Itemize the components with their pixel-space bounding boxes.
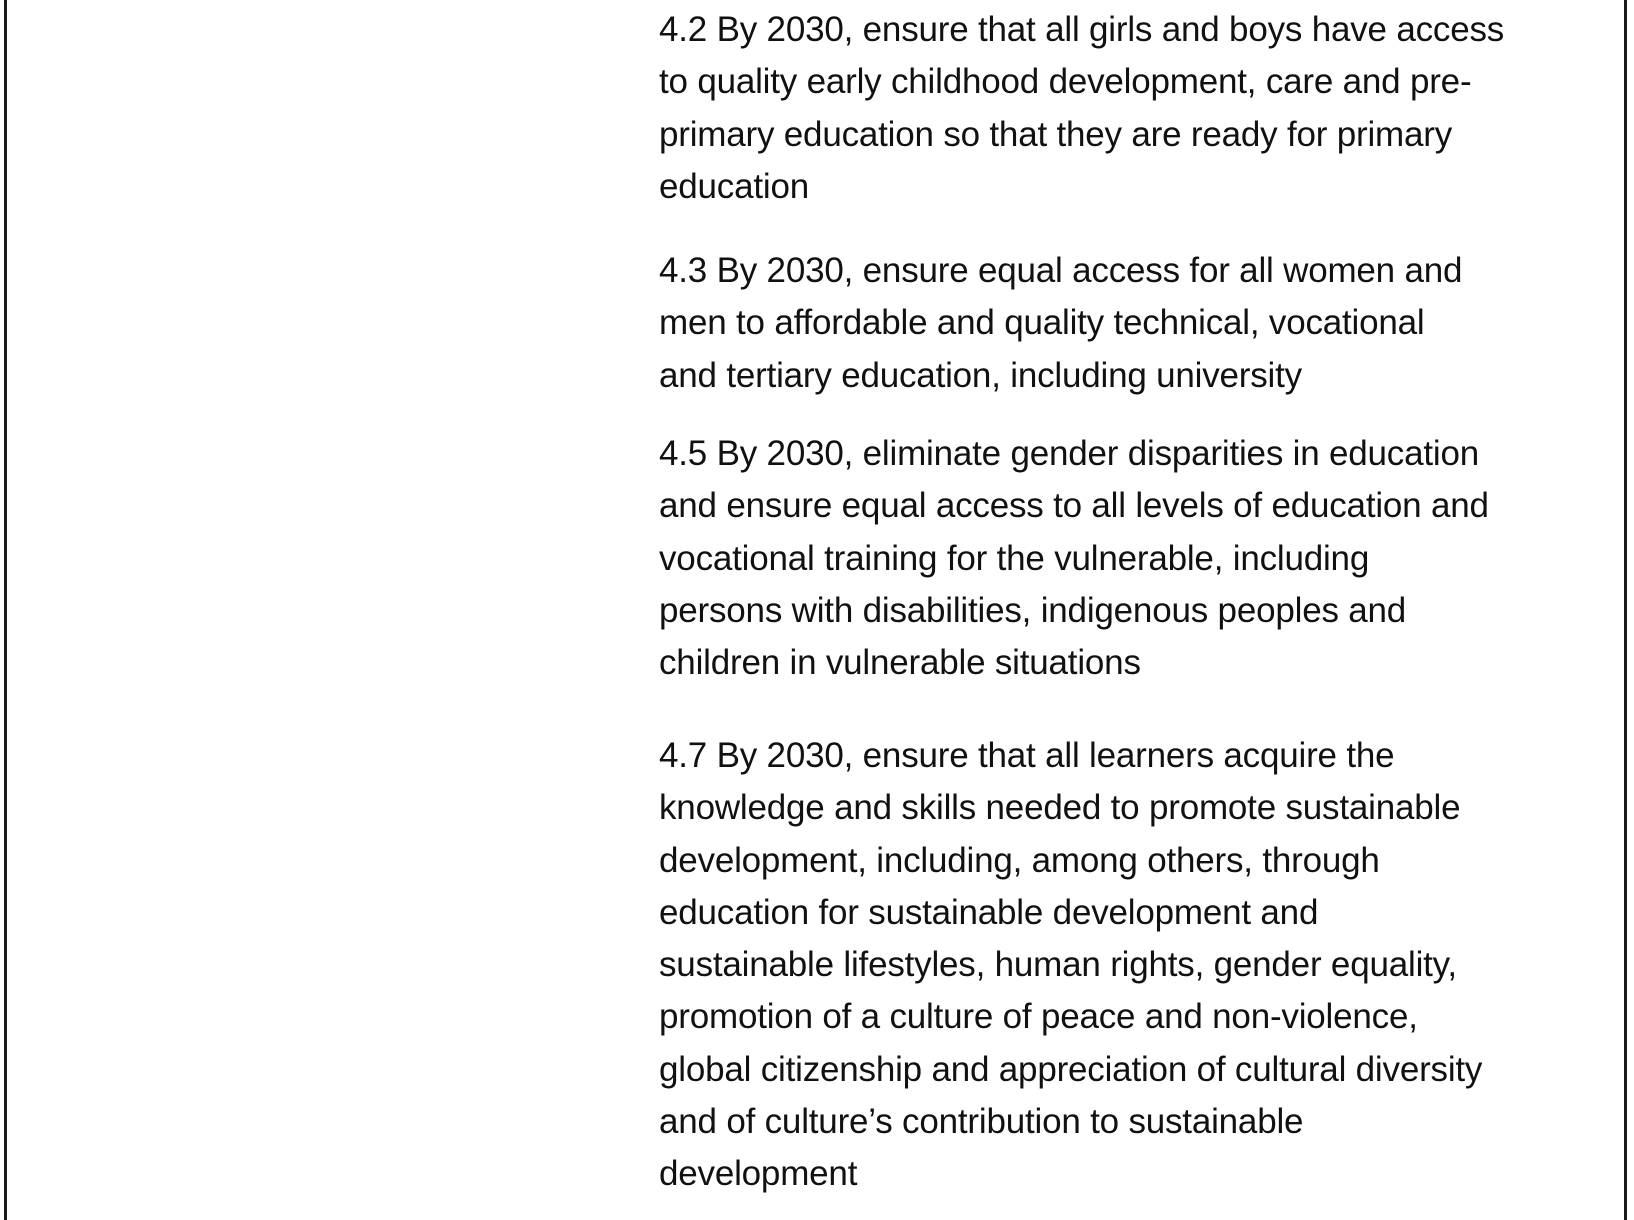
target-4-7-text: 4.7 By 2030, ensure that all learners acquire the knowledge and skills needed to promote sustainable development, including, among others, through education for sustainable development and sustainable lifestyles, human rights, gender equality, promotion of a culture of peace and non-violence, global citizenship and appreciation of cultural diversity and of culture’s contribution to sustainable development bbox=[659, 736, 1483, 1194]
target-4-5-text: 4.5 By 2030, eliminate gender disparities in education and ensure equal access to all levels of education and vocational training for the vulnerable, including persons with disabilities, indigenous peoples and children in vulnerable situations bbox=[659, 434, 1489, 683]
table-right-cell bbox=[659, 0, 1619, 1220]
table-left-cell bbox=[7, 0, 647, 1220]
target-4-2-text: 4.2 By 2030, ensure that all girls and boys have access to quality early childhood development, care and pre- primary education so that they are ready for primary education bbox=[659, 10, 1505, 206]
target-4-3-text: 4.3 By 2030, ensure equal access for all women and men to affordable and quality technical, vocational and tertiary education, including university bbox=[659, 251, 1463, 395]
table-right-border bbox=[1624, 0, 1627, 1220]
